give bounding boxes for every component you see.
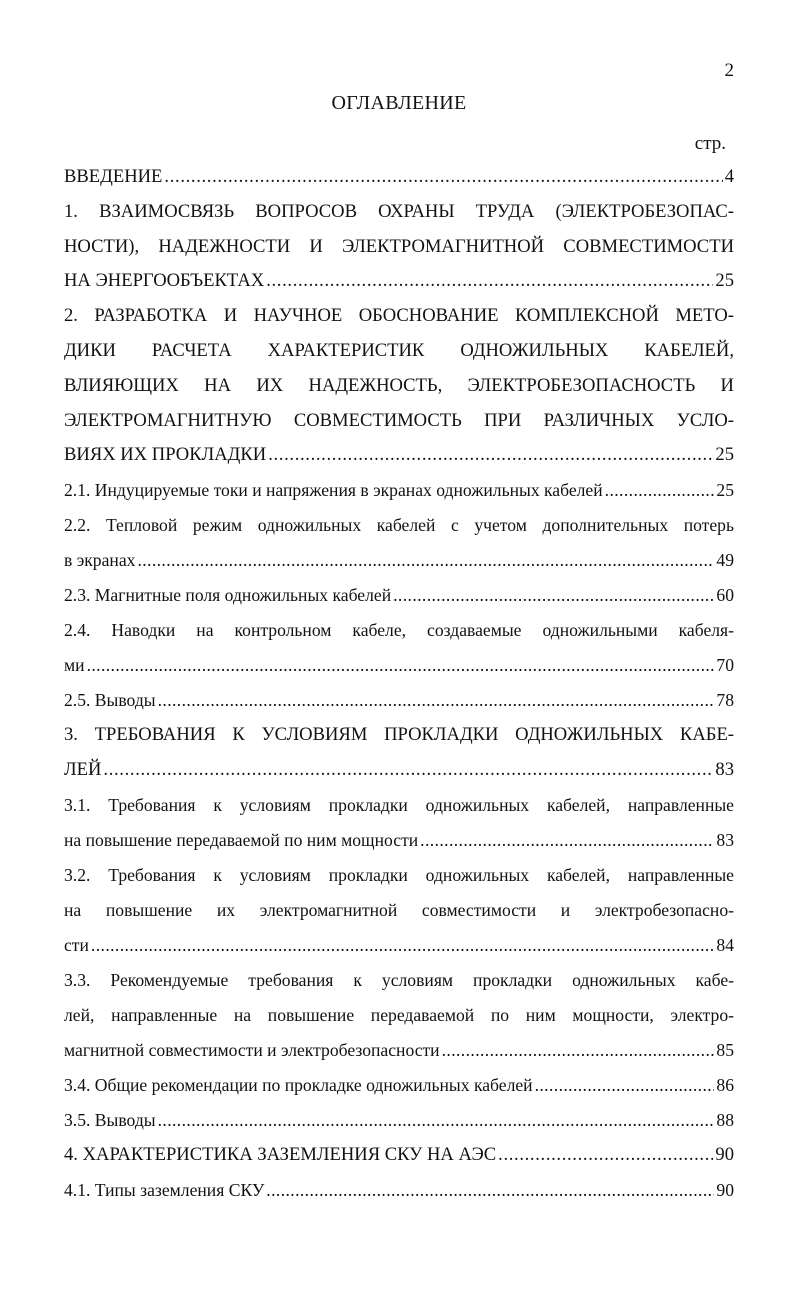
toc-entry-text: 4.1. Типы заземления СКУ [64,1179,265,1200]
toc-entry-text: сти [64,934,89,955]
toc-title: ОГЛАВЛЕНИЕ [331,92,467,114]
toc-entry-final-line [64,753,734,788]
toc-entry-page: 90 [715,1143,734,1165]
toc-entry-final-line [64,823,734,858]
toc-entry-final-line [64,1138,734,1173]
dot-leader [268,438,713,473]
toc-entry-page: 86 [716,1074,734,1095]
toc-entry-text: 3.4. Общие рекомендации по прокладке одножильных кабелей [64,1074,533,1095]
toc-entry-text: 3.5. Выводы [64,1109,156,1130]
toc-entry-text: ЛЕЙ [64,758,102,780]
dot-leader [498,1138,713,1173]
toc-entry-final-line [64,1103,734,1138]
toc-entry [64,1103,734,1138]
toc-entry-final-line [64,473,734,508]
toc-entry-page: 78 [716,690,734,711]
toc-entry-text: ми [64,655,85,676]
toc-entry [64,613,734,683]
toc-entry [64,1138,734,1173]
toc-entry-text: НА ЭНЕРГООБЪЕКТАХ [64,270,265,292]
toc-entry [64,578,734,613]
dot-leader [164,160,722,195]
toc-entry-line: НОСТИ), НАДЕЖНОСТИ И ЭЛЕКТРОМАГНИТНОЙ СОВМЕСТИМОСТИ [64,235,734,257]
toc-entry [64,508,734,578]
toc-entry-line: 3.3. Рекомендуемые требования к условиям прокладки одножильных кабе- [64,969,734,990]
toc-entry [64,473,734,508]
dot-leader [442,1033,715,1068]
toc-entry-line: 2.2. Тепловой режим одножильных кабелей с учетом дополнительных потерь [64,515,734,536]
toc-entry [64,858,734,963]
dot-leader [266,264,713,299]
toc-entry-page: 60 [716,585,734,606]
toc-entry-line: ДИКИ РАСЧЕТА ХАРАКТЕРИСТИК ОДНОЖИЛЬНЫХ КАБЕЛЕЙ, [64,339,734,361]
toc-entry-page: 90 [716,1179,734,1200]
toc-entry-final-line [64,1068,734,1103]
dot-leader [103,753,713,788]
toc-entry-page: 83 [716,829,734,850]
toc-entry-line: 3.1. Требования к условиям прокладки одножильных кабелей, направленные [64,794,734,815]
toc-entry-final-line [64,1173,734,1208]
dot-leader [535,1068,715,1103]
toc-entry-line: 3.2. Требования к условиям прокладки одножильных кабелей, направленные [64,864,734,885]
dot-leader [393,578,714,613]
toc-entry-line: ЭЛЕКТРОМАГНИТНУЮ СОВМЕСТИМОСТЬ ПРИ РАЗЛИЧНЫХ УСЛО- [64,409,734,431]
toc-entry-final-line [64,543,734,578]
toc-entry-final-line [64,578,734,613]
toc-entry-final-line [64,438,734,473]
toc-entry-page: 85 [716,1039,734,1060]
toc-entry-text: ВВЕДЕНИЕ [64,166,163,187]
toc-entry-page: 25 [715,444,734,466]
toc-entry-line: 2.4. Наводки на контрольном кабеле, создаваемые одножильными кабеля- [64,620,734,641]
toc-entry-final-line [64,648,734,683]
toc-entry-text: ВИЯХ ИХ ПРОКЛАДКИ [64,444,267,466]
page-column-label: стр. [694,133,726,154]
toc-entry [64,788,734,858]
toc-entry-line: лей, направленные на повышение передаваемой по ним мощности, электро- [64,1004,734,1025]
toc-entry-text: на повышение передаваемой по ним мощности [64,829,419,850]
toc-entry-final-line [64,928,734,963]
toc-entry-page: 25 [716,480,734,501]
dot-leader [158,1103,715,1138]
table-of-contents [64,160,734,1208]
toc-entry-text: 2.1. Индуцируемые токи и напряжения в экранах одножильных кабелей [64,480,603,501]
toc-entry [64,195,734,299]
toc-entry-final-line [64,264,734,299]
toc-entry-page: 70 [716,655,734,676]
dot-leader [158,683,715,718]
dot-leader [420,823,714,858]
toc-entry [64,963,734,1068]
toc-entry-page: 83 [715,758,734,780]
toc-entry [64,1173,734,1208]
dot-leader [266,1173,714,1208]
page-number: 2 [724,60,734,81]
toc-entry-text: 2.5. Выводы [64,690,156,711]
dot-leader [137,543,714,578]
toc-entry [64,160,734,195]
toc-entry-final-line [64,683,734,718]
toc-entry-page: 49 [716,550,734,571]
toc-entry-page: 84 [716,934,734,955]
toc-entry-final-line [64,160,734,195]
toc-entry [64,683,734,718]
toc-entry-line: 3. ТРЕБОВАНИЯ К УСЛОВИЯМ ПРОКЛАДКИ ОДНОЖИЛЬНЫХ КАБЕ- [64,724,734,746]
toc-entry [64,1068,734,1103]
toc-entry-line: ВЛИЯЮЩИХ НА ИХ НАДЕЖНОСТЬ, ЭЛЕКТРОБЕЗОПАСНОСТЬ И [64,374,734,396]
toc-entry-line: на повышение их электромагнитной совместимости и электробезопасно- [64,899,734,920]
toc-entry-text: магнитной совместимости и электробезопасности [64,1039,440,1060]
toc-entry-final-line [64,1033,734,1068]
dot-leader [605,473,715,508]
toc-entry-text: 2.3. Магнитные поля одножильных кабелей [64,585,392,606]
toc-entry [64,299,734,473]
toc-entry-page: 25 [715,270,734,292]
toc-entry-page: 88 [716,1109,734,1130]
toc-entry-text: в экранах [64,550,136,571]
toc-entry [64,718,734,788]
toc-entry-line: 1. ВЗАИМОСВЯЗЬ ВОПРОСОВ ОХРАНЫ ТРУДА (ЭЛЕКТРОБЕЗОПАС- [64,200,734,222]
dot-leader [87,648,715,683]
toc-entry-text: 4. ХАРАКТЕРИСТИКА ЗАЗЕМЛЕНИЯ СКУ НА АЭС [64,1143,497,1165]
toc-entry-line: 2. РАЗРАБОТКА И НАУЧНОЕ ОБОСНОВАНИЕ КОМПЛЕКСНОЙ МЕТО- [64,305,734,327]
dot-leader [91,928,714,963]
toc-entry-page: 4 [724,166,734,187]
